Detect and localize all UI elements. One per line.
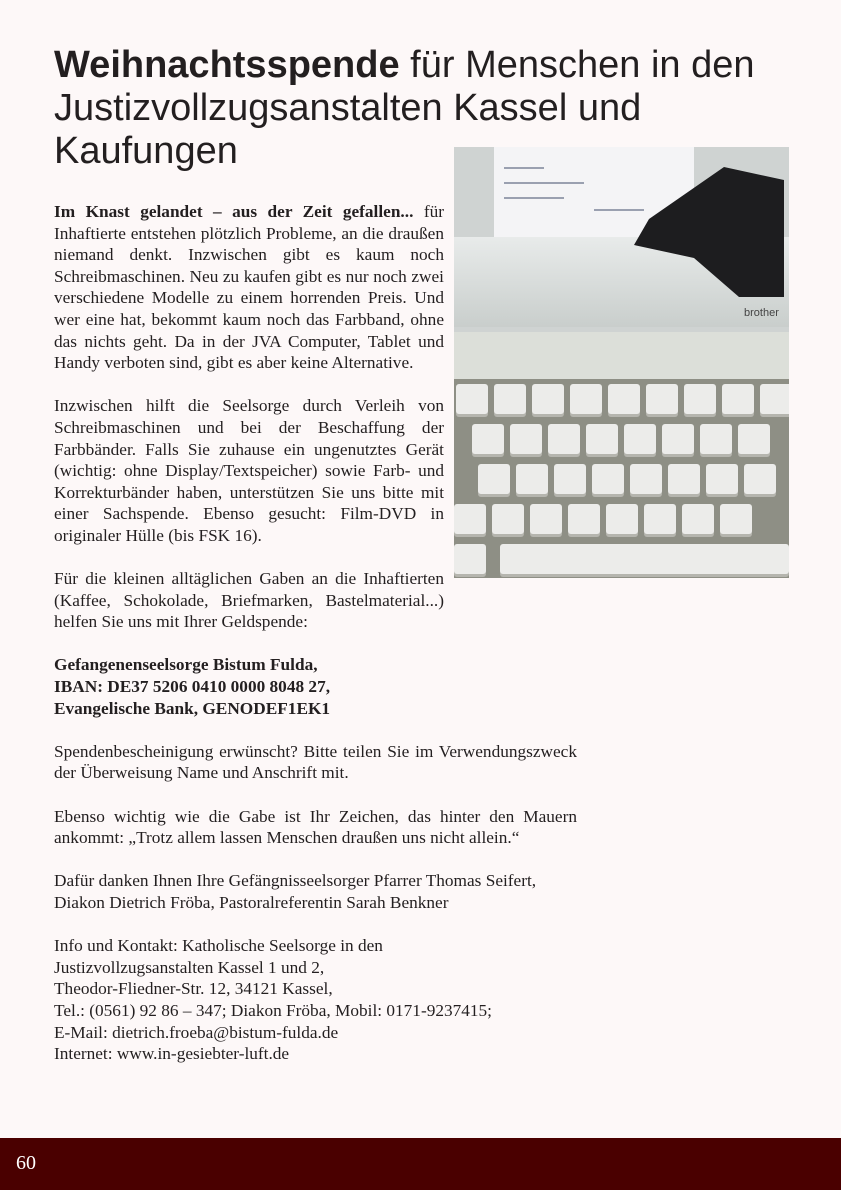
paragraph-donation: Für die kleinen alltäglichen Gaben an die Inhaftierten (Kaffee, Schokolade, Briefmarken, Bastelmaterial...) helfen Sie uns mit Ihrer Geldspende: [54, 569, 444, 632]
contact-line: Info und Kontakt: Katholische Seelsorge in den [54, 936, 383, 956]
title-bold: Weihnachtsspende [54, 44, 400, 86]
article-body [54, 201, 577, 1086]
paragraph-lending: Inzwischen hilft die Seelsorge durch Verleih von Schreibmaschinen und bei der Beschaffung der Farbbänder. Falls Sie zuhause ein ungenutztes Gerät (wichtig: ohne Display/Textspeicher) sowie Farb- und Korrekturbänder haben, unterstützen Sie uns bitte mit einer Sachspende. Ebenso gesucht: Film-DVD in originaler Hülle (bis FSK 16). [54, 396, 444, 545]
contact-email[interactable]: E-Mail: dietrich.froeba@bistum-fulda.de [54, 1022, 339, 1042]
paragraph-receipt: Spendenbescheinigung erwünscht? Bitte teilen Sie im Verwendungszweck der Überweisung Name und Anschrift mit. [54, 741, 577, 783]
bank-account-holder: Gefangenenseelsorge Bistum Fulda, [54, 655, 318, 675]
brand-label: brother [744, 307, 779, 319]
contact-website[interactable]: Internet: www.in-gesiebter-luft.de [54, 1044, 290, 1064]
bank-name-bic: Evangelische Bank, GENODEF1EK1 [54, 698, 331, 718]
intro-lead: Im Knast gelandet – aus der Zeit gefallen... [54, 202, 414, 221]
contact-line: Justizvollzugsanstalten Kassel 1 und 2, [54, 957, 325, 977]
page-footer [0, 1138, 841, 1190]
intro-text: für Inhaftierte entstehen plötzlich Probleme, an die draußen niemand denkt. Inzwischen gibt es kaum noch Schreibmaschinen. Neu zu kaufen gibt es nur noch zwei verschiedene Modelle zu einem horrenden Preis. Und wer eine hat, bekommt kaum noch das Farbband, ohne das nichts geht. Da in der JVA Computer, Tablet und Handy verboten sind, gibt es aber keine Alternative. [54, 202, 444, 373]
paragraph-sign: Ebenso wichtig wie die Gabe ist Ihr Zeichen, das hinter den Mauern ankommt: „Trotz allem lassen Menschen draußen uns nicht allein.“ [54, 806, 577, 848]
bank-iban: IBAN: DE37 5206 0410 0000 8048 27, [54, 677, 331, 697]
contact-info [54, 935, 577, 1065]
contact-phone: Tel.: (0561) 92 86 – 347; Diakon Fröba, Mobil: 0171-9237415; [54, 1000, 492, 1020]
page-number: 60 [16, 1152, 36, 1174]
contact-address: Theodor-Fliedner-Str. 12, 34121 Kassel, [54, 979, 333, 999]
bank-details [54, 654, 577, 719]
title-rest: für Menschen in den Justizvollzugsanstalten Kassel und Kaufungen [54, 44, 755, 172]
paragraph-thanks: Dafür danken Ihnen Ihre Gefängnisseelsorger Pfarrer Thomas Seifert, Diakon Dietrich Fröba, Pastoralreferentin Sarah Benkner [54, 871, 537, 912]
